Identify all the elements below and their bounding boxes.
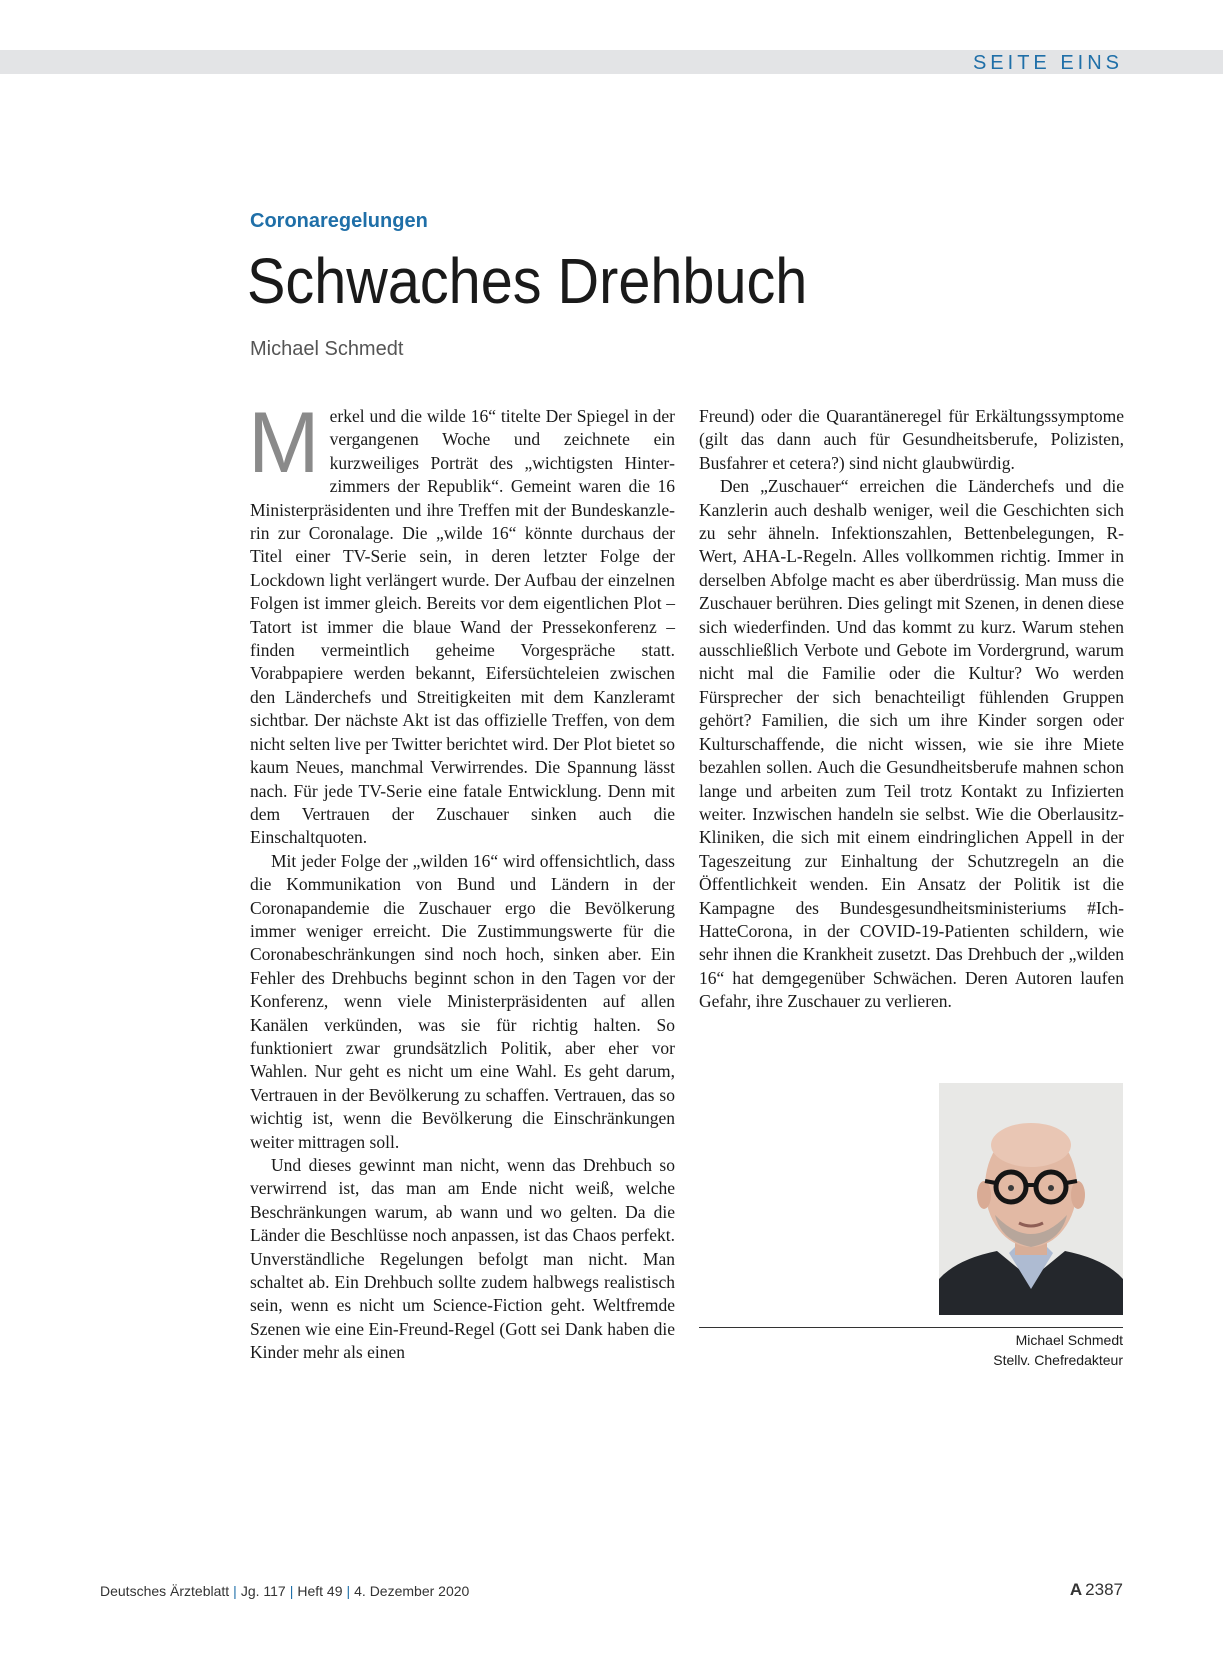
author-portrait-image: [939, 1083, 1123, 1315]
section-label: SEITE EINS: [972, 52, 1123, 74]
article-column-right: [699, 405, 1124, 1014]
footer-separator: |: [233, 1583, 237, 1599]
caption-name: Michael Schmedt: [1015, 1332, 1123, 1348]
author-photo: [939, 1083, 1123, 1315]
paragraph-text: erkel und die wilde 16“ titelte Der Spiegel in der vergangenen Woche und zeichnete ein kurzweiliges Porträt des „wichtigsten Hinterzimmers der Republik“. Gemeint waren die 16 Ministerpräsidenten und ihre Treffen mit der Bundeskanzlerin zur Coronalage. Die „wilde 16“ könnte durchaus der Titel einer TV-Serie sein, in deren letzter Folge der Lockdown light verlängert wurde. Der Aufbau der einzelnen Folgen ist immer gleich. Bereits vor dem eigentlichen Plot – Tatort ist immer die blaue Wand der Pressekonferenz – finden vermeintlich geheime Vorgespräche statt. Vorabpapiere werden bekannt, Eifersüchteleien zwischen den Länderchefs und Streitigkeiten mit dem Kanzleramt sichtbar. Der nächste Akt ist das offizielle Treffen, von dem nicht selten live per Twitter berichtet wird. Der Plot bietet so kaum Neues, manchmal Verwirrendes. Die Spannung lässt nach. Für jede TV-Serie eine fatale Entwicklung. Denn mit dem Vertrauen der Zuschauer sinken auch die Einschaltquoten.: [250, 406, 675, 848]
article-title: Schwaches Drehbuch: [247, 245, 808, 317]
page-number: [1070, 1580, 1123, 1600]
page-number-value: 2387: [1085, 1580, 1123, 1599]
footer-separator: |: [289, 1583, 294, 1599]
article-kicker: Coronaregelungen: [250, 210, 428, 232]
caption-divider: [699, 1327, 1123, 1328]
footer-citation: [100, 1583, 469, 1599]
paragraph: Und dieses gewinnt man nicht, wenn das Drehbuch so verwirrend ist, das man am Ende nicht weiß, welche Beschränkungen warum, ab wann und wo gelten. Da die Länder die Beschlüsse noch anpassen, ist das Chaos perfekt. Unverständliche Regelungen befolgt man nicht. Man schaltet ab. Ein Drehbuch sollte zudem halbwegs realistisch sein, wenn es nicht um Science-Fiction geht. Weltfremde Szenen wie eine Ein-Freund-Regel (Gott sei Dank haben die Kinder mehr als einen: [250, 1155, 675, 1363]
paragraph: [248, 395, 675, 850]
page-section: A: [1069, 1580, 1083, 1599]
footer-date: 4. Dezember 2020: [354, 1583, 470, 1599]
caption-role: Stellv. Chefredakteur: [993, 1352, 1123, 1368]
drop-cap: M: [248, 395, 320, 491]
footer-issue: Heft 49: [297, 1583, 343, 1599]
footer-volume: Jg. 117: [240, 1583, 286, 1599]
photo-caption: [993, 1330, 1123, 1370]
article-author: Michael Schmedt: [250, 338, 404, 360]
paragraph: Mit jeder Folge der „wilden 16“ wird offensichtlich, dass die Kommunikation von Bund und Ländern in der Coronapandemie die Zuschauer ergo die Bevölkerung immer weniger erreicht. Die Zustimmungswerte für die Coronabeschränkungen sind noch hoch, sinken aber. Ein Fehler des Drehbuchs beginnt schon in den Tagen vor der Konferenz, wenn viele Ministerpräsidenten auf allen Kanälen verkünden, was sie für richtig halten. So funktioniert zwar grundsätzlich Politik, aber eher vor Wahlen. Nur geht es nicht um eine Wahl. Es geht darum, Vertrauen in der Bevölkerung zu schaffen. Vertrauen, das so wichtig ist, wenn die Bevölkerung die Einschränkungen weiter mittragen soll.: [250, 850, 675, 1152]
article-column-left: [248, 395, 675, 1365]
footer-separator: |: [346, 1583, 351, 1599]
footer-journal: Deutsches Ärzteblatt: [100, 1583, 230, 1599]
paragraph: Freund) oder die Quarantäneregel für Erkältungssymptome (gilt das dann auch für Gesundheitsberufe, Polizisten, Busfahrer et cetera?) sind nicht glaubwürdig.: [699, 406, 1124, 473]
paragraph: Den „Zuschauer“ erreichen die Länderchefs und die Kanzlerin auch deshalb weniger, weil die Geschichten sich zu sehr ähneln. Infektionszahlen, Bettenbelegungen, R-Wert, AHA-L-Regeln. Alles vollkommen richtig. Immer in derselben Abfolge macht es aber überdrüssig. Man muss die Zuschauer berühren. Dies gelingt mit Szenen, in denen diese sich wiederfinden. Und das kommt zu kurz. Warum stehen ausschließlich Verbote und Gebote im Vordergrund, warum nicht mal die Familie oder die Kultur? Wo werden Fürsprecher der sich benachteiligt fühlenden Gruppen gehört? Familien, die sich um ihre Kinder sorgen oder Kulturschaffende, die nicht wissen, wie sie ihre Miete bezahlen sollen. Auch die Gesundheitsberufe mahnen schon lange und arbeiten zum Teil trotz Kontakt zu Infizierten weiter. Inzwischen handeln sie selbst. Wie die Oberlausitz-Kliniken, die sich mit einem eindringlichen Appell in der Tageszeitung zur Einhaltung der Schutzregeln an die Öffentlichkeit wenden. Ein Ansatz der Politik ist die Kampagne des Bundesgesundheitsministeriums #IchHatteCorona, in der COVID-19-Patienten schildern, wie sehr ihnen die Krankheit zusetzt. Das Drehbuch der „wilden 16“ hat demgegenüber Schwächen. Deren Autoren laufen Gefahr, ihre Zuschauer zu verlieren.: [699, 476, 1124, 1012]
